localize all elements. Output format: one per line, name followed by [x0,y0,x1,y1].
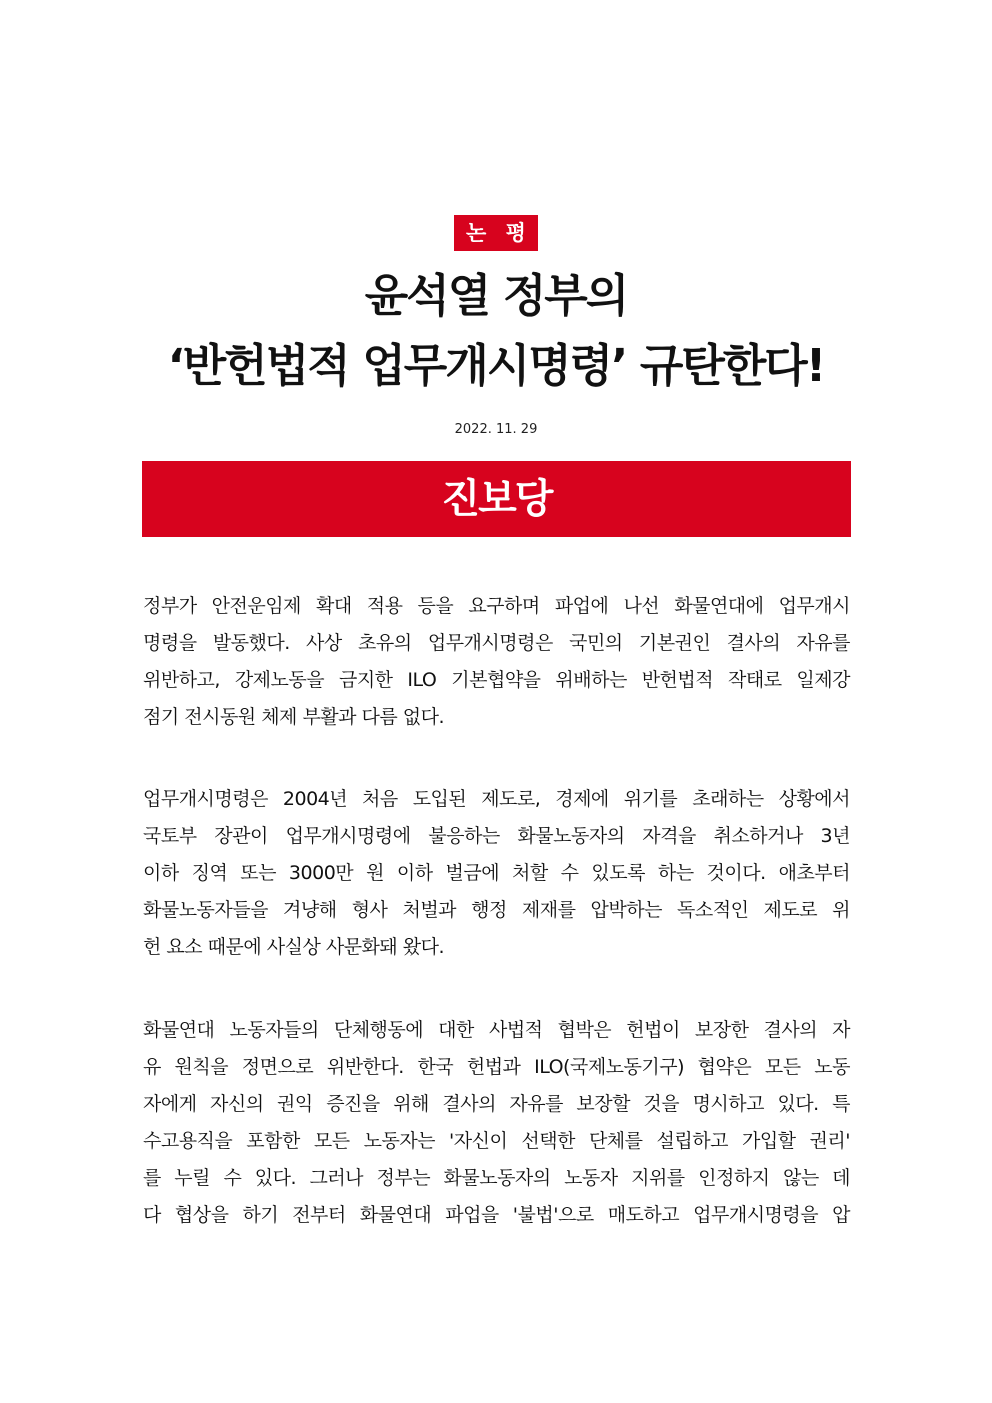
paragraph-line: 수고용직을 포함한 모든 노동자는 '자신이 선택한 단체를 설립하고 가입할 권리' [143,1130,850,1152]
paragraph-line: 업무개시명령은 2004년 처음 도입된 제도로, 경제에 위기를 초래하는 상황에서 [143,788,850,810]
title-line-1: 윤석열 정부의 [364,269,628,322]
paragraph-1 [143,588,850,736]
paragraph-line: 를 누릴 수 있다. 그러나 정부는 화물노동자의 노동자 지위를 인정하지 않는 데 [143,1167,850,1189]
publish-date: 2022. 11. 29 [454,422,538,437]
paragraph-line: 화물연대 노동자들의 단체행동에 대한 사법적 협박은 헌법이 보장한 결사의 자 [143,1019,850,1041]
paragraph-line: 명령을 발동했다. 사상 초유의 업무개시명령은 국민의 기본권인 결사의 자유를 [143,632,850,654]
commentary-badge: 논 평 [454,215,538,251]
paragraph-line: 점기 전시동원 체제 부활과 다름 없다. [143,706,445,728]
party-logo-banner: 진보당 [142,461,851,537]
paragraph-line: 이하 징역 또는 3000만 원 이하 벌금에 처할 수 있도록 하는 것이다. 애초부터 [143,862,850,884]
paragraph-line: 다 협상을 하기 전부터 화물연대 파업을 '불법'으로 매도하고 업무개시명령을 압 [143,1204,850,1226]
paragraph-3 [143,1012,850,1234]
paragraph-line: 위반하고, 강제노동을 금지한 ILO 기본협약을 위배하는 반헌법적 작태로 일제강 [143,669,850,691]
paragraph-line: 정부가 안전운임제 확대 적용 등을 요구하며 파업에 나선 화물연대에 업무개시 [143,595,850,617]
paragraph-line: 화물노동자들을 겨냥해 형사 처벌과 행정 제재를 압박하는 독소적인 제도로 위 [143,899,850,921]
paragraph-2 [143,781,850,966]
title-line-2: ‘반헌법적 업무개시명령’ 규탄한다! [167,339,825,392]
paragraph-line: 헌 요소 때문에 사실상 사문화돼 왔다. [143,936,445,958]
paragraph-line: 유 원칙을 정면으로 위반한다. 한국 헌법과 ILO(국제노동기구) 협약은 모든 노동 [143,1056,850,1078]
paragraph-line: 국토부 장관이 업무개시명령에 불응하는 화물노동자의 자격을 취소하거나 3년 [143,825,850,847]
paragraph-line: 자에게 자신의 권익 증진을 위해 결사의 자유를 보장할 것을 명시하고 있다. 특 [143,1093,850,1115]
